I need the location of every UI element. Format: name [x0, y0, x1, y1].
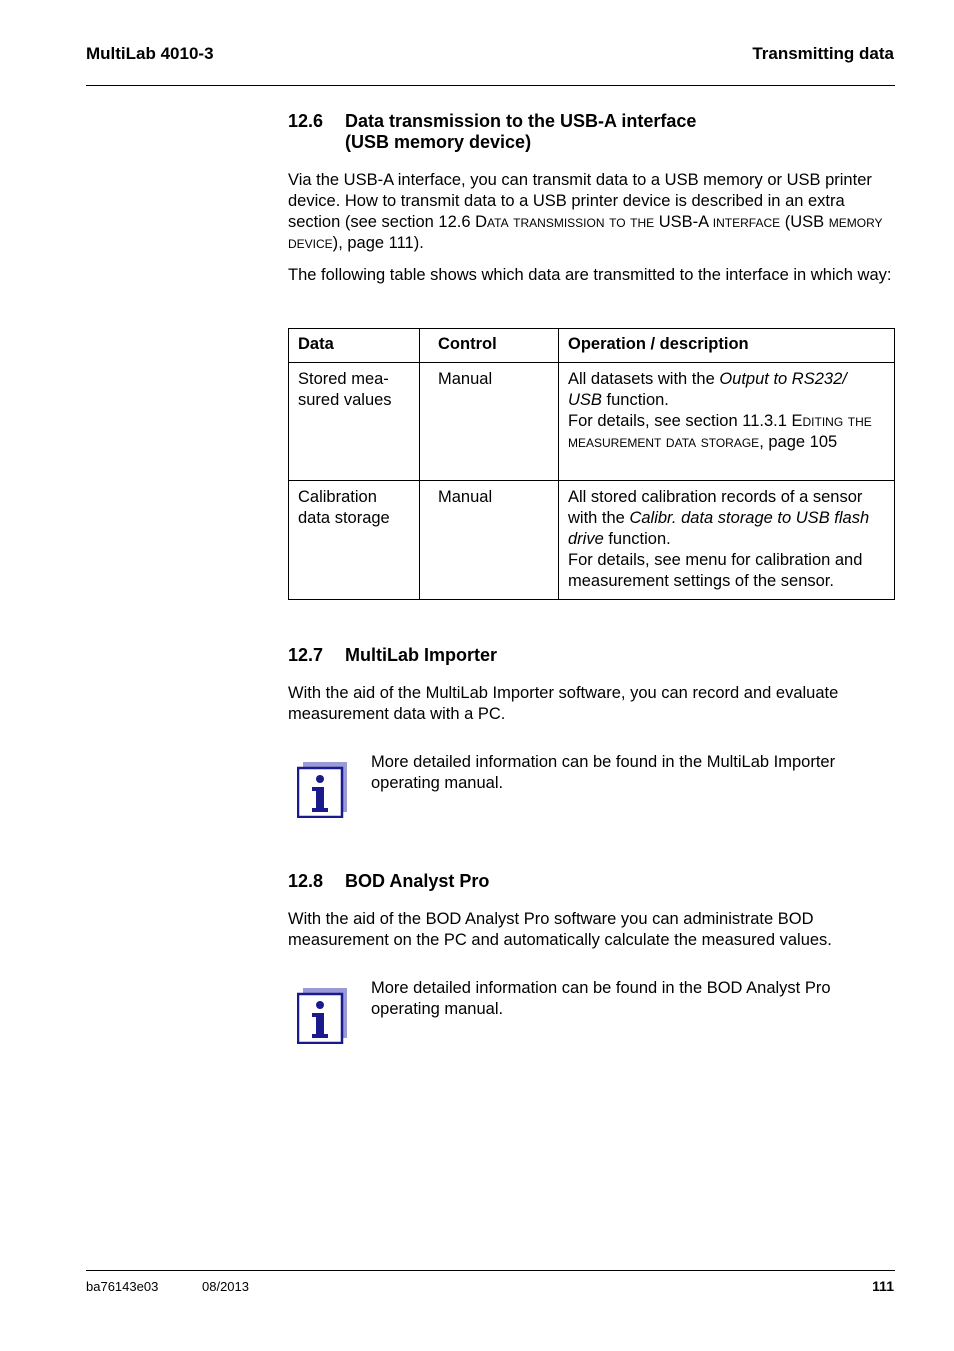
- paragraph-text: , page 111).: [338, 234, 424, 252]
- table-header-control: Control: [420, 329, 559, 363]
- cell-text: All datasets with the: [568, 370, 720, 388]
- table-cell-description: [559, 363, 895, 481]
- cell-text: function.: [603, 530, 671, 548]
- cell-text: For details, see menu for calibration and measurement settings of the sensor.: [568, 551, 863, 590]
- section-12-6-title: [345, 111, 696, 153]
- section-12-8-paragraph: With the aid of the BOD Analyst Pro software you can administrate BOD measurement on the PC and automatically calculate the measured values.: [288, 910, 832, 949]
- table-header-data: Data: [289, 329, 420, 363]
- section-12-8-note: More detailed information can be found in the BOD Analyst Pro operating manual.: [371, 979, 831, 1018]
- section-12-6-paragraph-2: The following table shows which data are transmitted to the interface in which way:: [288, 266, 892, 284]
- cell-text: function.: [601, 391, 669, 409]
- section-12-6-title-line1: Data transmission to the USB-A interface: [345, 111, 697, 131]
- table-header-row: [289, 329, 895, 363]
- section-12-7-number: 12.7: [288, 645, 324, 665]
- page-number: 111: [872, 1278, 894, 1294]
- header-product-name: MultiLab 4010-3: [86, 44, 214, 63]
- footer-date: 08/2013: [202, 1279, 249, 1294]
- table-cell-data: Calibration data storage: [289, 481, 420, 600]
- function-name: Output to RS232/ USB: [568, 370, 847, 409]
- cell-text: For details, see section 11.3.1: [568, 412, 792, 430]
- cross-reference-link[interactable]: Data transmission to the USB-A interface (USB memory device): [288, 213, 883, 252]
- data-transmission-table: [288, 328, 895, 600]
- section-12-7-title: MultiLab Importer: [345, 645, 497, 665]
- section-12-8-number: 12.8: [288, 871, 324, 891]
- info-icon: [297, 988, 347, 1044]
- table-row: [289, 363, 895, 481]
- cell-text: All stored calibration records of a sensor with the: [568, 488, 863, 527]
- section-12-7-paragraph: With the aid of the MultiLab Importer software, you can record and evaluate measurement data with a PC.: [288, 684, 839, 723]
- footer-rule: [86, 1270, 895, 1271]
- section-12-6-number: 12.6: [288, 111, 324, 131]
- section-12-8-title: BOD Analyst Pro: [345, 871, 490, 891]
- table-cell-data: Stored mea- sured values: [289, 363, 420, 481]
- table-cell-control: Manual: [420, 481, 559, 600]
- table-cell-description: [559, 481, 895, 600]
- table-header-operation: Operation / description: [559, 329, 895, 363]
- table-row: [289, 481, 895, 600]
- table-cell-control: Manual: [420, 363, 559, 481]
- footer-doc-id: ba76143e03: [86, 1279, 159, 1294]
- header-chapter-title: Transmitting data: [752, 44, 894, 63]
- paragraph-text: Via the USB-A interface, you can transmit data to a USB memory or USB printer device. How to transmit data to a USB printer device is described in an extra section (see section 12.6: [288, 171, 872, 231]
- section-12-7-note: More detailed information can be found in the MultiLab Importer operating manual.: [371, 753, 836, 792]
- cross-reference-link[interactable]: Editing the measurement data storage: [568, 412, 872, 451]
- header-rule: [86, 85, 895, 86]
- function-name: Calibr. data storage to USB flash drive: [568, 509, 870, 548]
- section-12-6-title-line2: (USB memory device): [345, 132, 532, 152]
- info-icon: [297, 762, 347, 818]
- cell-text: , page 105: [759, 433, 838, 451]
- section-12-6-paragraph-1: [288, 170, 898, 254]
